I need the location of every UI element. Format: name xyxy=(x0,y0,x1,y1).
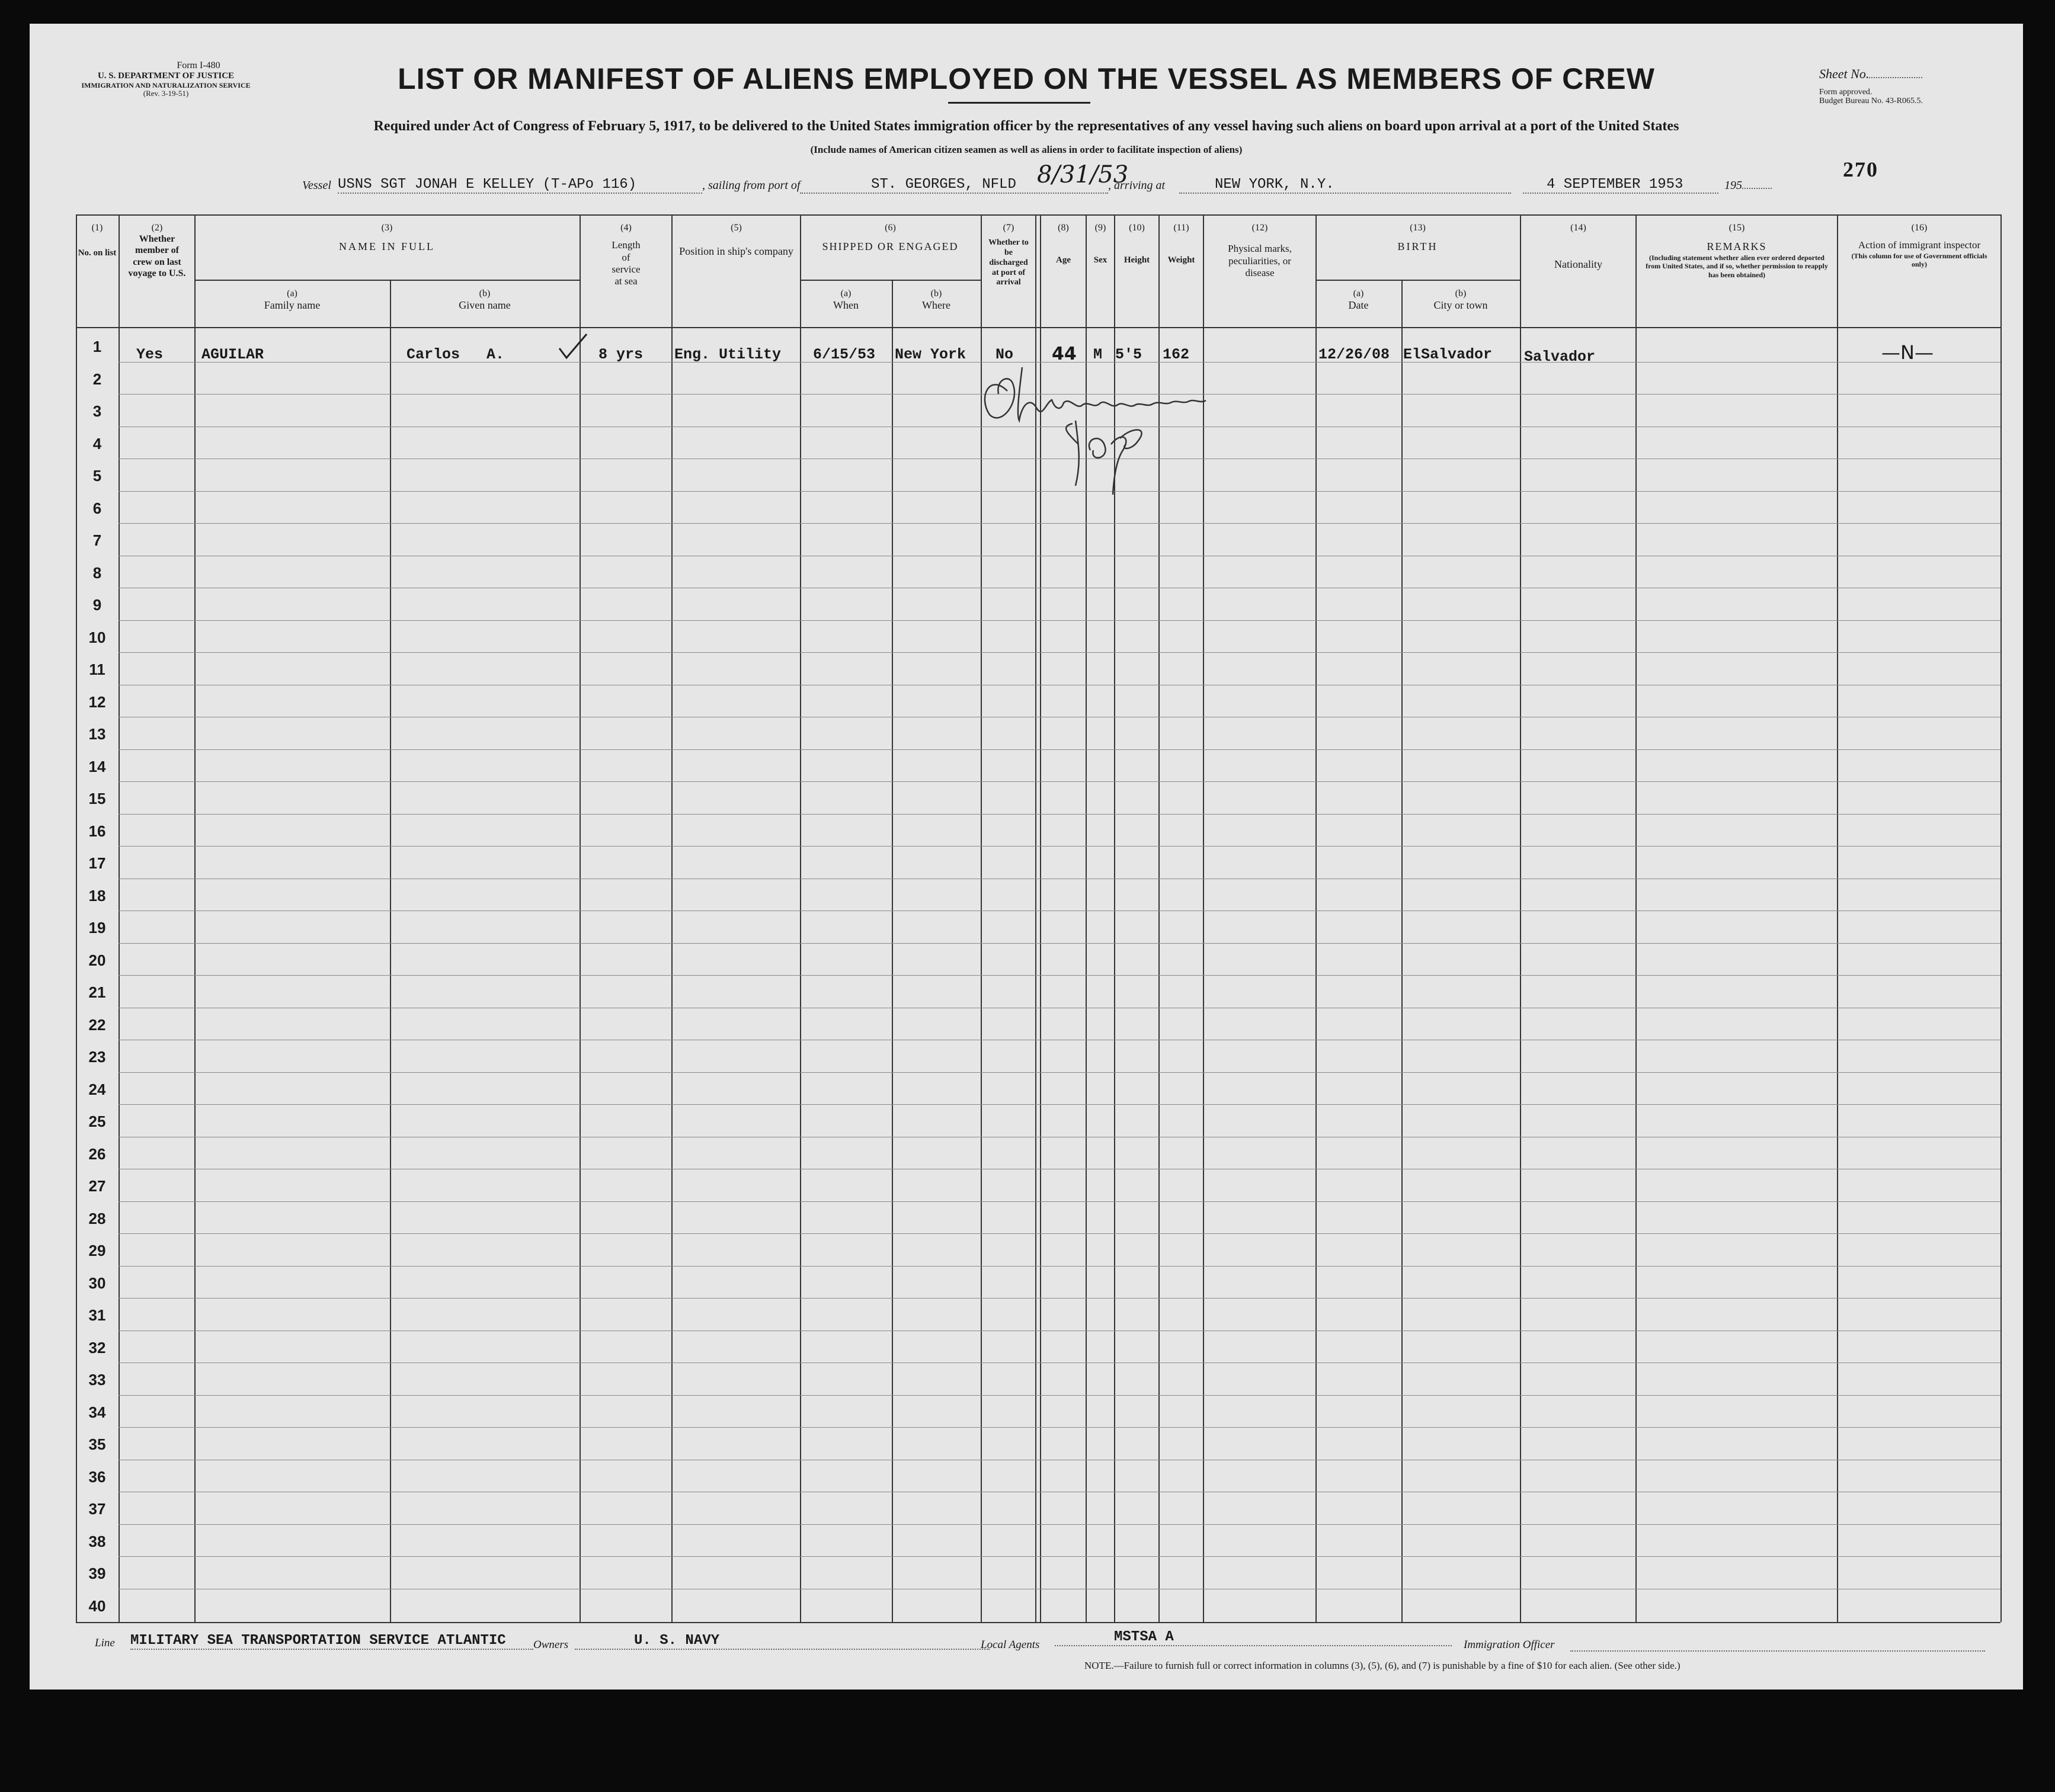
col-divider xyxy=(800,214,801,1622)
vessel-label: Vessel xyxy=(302,179,331,192)
row-number: 10 xyxy=(88,628,106,646)
row-number: 28 xyxy=(88,1209,106,1227)
subnote: (Include names of American citizen seamen as well as aliens in order to facilitate inspection of aliens) xyxy=(810,144,1243,155)
row-rule xyxy=(119,975,2000,976)
entry-weight: 162 xyxy=(1163,346,1190,363)
col-divider xyxy=(1401,280,1403,1622)
col6b-header: (b) Where xyxy=(922,288,950,312)
row-number: 31 xyxy=(88,1306,106,1324)
row-number: 4 xyxy=(92,434,102,453)
immigration-officer-line xyxy=(1570,1650,1985,1652)
row-number: 2 xyxy=(92,370,102,388)
entry-height: 5'5 xyxy=(1115,346,1142,363)
col-divider xyxy=(2000,214,2002,1622)
col-divider xyxy=(119,214,120,1622)
row-rule xyxy=(119,1524,2000,1525)
entry-nationality: Salvador xyxy=(1524,348,1596,366)
row-number: 18 xyxy=(88,886,106,905)
row-rule xyxy=(119,1298,2000,1299)
sailing-date: 8/31/53 xyxy=(1037,161,1129,188)
row-number: 3 xyxy=(92,402,102,420)
col12-header: (12) Physical marks, peculiarities, or disease xyxy=(1228,223,1292,278)
col-divider xyxy=(1837,214,1838,1622)
col10-header: (10) Height xyxy=(1123,223,1150,265)
row-number: 39 xyxy=(88,1565,106,1582)
row-rule xyxy=(119,781,2000,782)
row-number: 20 xyxy=(88,951,106,969)
sailing-port: ST. GEORGES, NFLD xyxy=(800,177,1108,194)
entry-discharged: No xyxy=(996,346,1014,363)
subtitle: Required under Act of Congress of February 5, 1917, to be delivered to the United States immigration officer by the representatives of any vessel having such aliens on board upon arrival at a port of the United States xyxy=(373,118,1679,134)
row-rule xyxy=(119,1233,2000,1234)
col3a-header: (a) Family name xyxy=(264,288,321,312)
entry-last-voyage: Yes xyxy=(136,346,164,363)
row-rule xyxy=(119,846,2000,847)
col16-header: (16) Action of immigrant inspector (This column for use of Government officials only) xyxy=(1851,223,1987,268)
row-rule xyxy=(119,1201,2000,1202)
manifest-sheet xyxy=(30,24,2023,1690)
col2-header: (2) Whether member of crew on last voyage to U.S. xyxy=(128,223,186,278)
agents-label: Local Agents xyxy=(981,1639,1040,1651)
col14-header: (14) Nationality xyxy=(1554,223,1602,271)
col-divider xyxy=(671,214,673,1622)
arrival-date: 4 SEPTEMBER 1953 xyxy=(1523,177,1718,194)
year-suffix: 195 xyxy=(1724,179,1772,193)
row-number: 32 xyxy=(88,1338,106,1357)
sailing-label: , sailing from port of xyxy=(702,179,801,192)
immigration-officer-label: Immigration Officer xyxy=(1464,1639,1555,1651)
col6-header: (6) SHIPPED OR ENGAGED xyxy=(822,223,959,253)
vessel-name: USNS SGT JONAH E KELLEY (T-APo 116) xyxy=(338,177,702,194)
row-number: 8 xyxy=(92,563,102,582)
row-number: 14 xyxy=(88,757,106,775)
row-number: 5 xyxy=(92,467,102,485)
row-number: 22 xyxy=(88,1015,106,1034)
row-rule xyxy=(119,652,2000,653)
row-rule xyxy=(119,1104,2000,1105)
row-number: 1 xyxy=(92,338,102,355)
entry-service-length: 8 yrs xyxy=(598,346,644,363)
col-divider xyxy=(892,280,893,1622)
entry-sex: M xyxy=(1093,346,1103,363)
col-divider xyxy=(390,280,391,1622)
row-rule xyxy=(119,523,2000,524)
col-divider xyxy=(194,214,196,1622)
row-rule xyxy=(119,749,2000,750)
row-number: 19 xyxy=(88,919,106,937)
title-rule xyxy=(948,102,1090,104)
col13-header: (13) BIRTH xyxy=(1397,223,1438,253)
col6a-header: (a) When xyxy=(833,288,859,312)
row-number: 40 xyxy=(88,1597,106,1615)
row-rule xyxy=(119,1072,2000,1073)
entry-shipped-when: 6/15/53 xyxy=(813,346,876,363)
inspector-signature xyxy=(972,361,1280,498)
row-rule xyxy=(119,1427,2000,1428)
row-number: 12 xyxy=(88,693,106,711)
col-divider xyxy=(1635,214,1637,1622)
col3b-header: (b) Given name xyxy=(459,288,511,312)
line-label: Line xyxy=(95,1637,115,1649)
table-bottom-border xyxy=(76,1622,2000,1623)
row-number: 24 xyxy=(88,1080,106,1098)
row-rule xyxy=(119,620,2000,621)
col9-header: (9) Sex xyxy=(1093,223,1107,265)
col8-header: (8) Age xyxy=(1056,223,1071,265)
entry-given-name: Carlos A. xyxy=(406,346,505,363)
row-number: 11 xyxy=(89,661,105,678)
shipped-subheader-line xyxy=(800,280,981,281)
row-number: 29 xyxy=(88,1242,106,1259)
arriving-port: NEW YORK, N.Y. xyxy=(1179,177,1511,194)
row-number: 25 xyxy=(88,1113,106,1130)
owners-value: U. S. NAVY xyxy=(575,1633,990,1650)
row-number: 6 xyxy=(92,499,102,517)
row-number: 38 xyxy=(88,1532,106,1550)
page-number: 270 xyxy=(1843,158,1878,181)
col-divider xyxy=(1520,214,1521,1622)
name-subheader-line xyxy=(194,280,580,281)
row-number: 23 xyxy=(88,1048,106,1066)
row-rule xyxy=(119,814,2000,815)
col7-header: (7) Whether to be discharged at port of arrival xyxy=(988,223,1029,287)
row-number: 33 xyxy=(88,1371,106,1389)
table-top-border xyxy=(76,214,2000,216)
col1-header: (1) No. on list xyxy=(78,223,117,258)
row-number: 9 xyxy=(92,596,102,614)
service-name: IMMIGRATION AND NATURALIZATION SERVICE xyxy=(81,81,251,89)
col4-header: (4) Length of service at sea xyxy=(612,223,641,287)
entry-shipped-where: New York xyxy=(895,346,966,363)
row-number: 15 xyxy=(88,790,106,807)
row-rule xyxy=(119,1395,2000,1396)
row-number: 21 xyxy=(88,983,106,1001)
entry-birth-date: 12/26/08 xyxy=(1318,346,1390,363)
col13a-header: (a) Date xyxy=(1348,288,1369,312)
checkmark-icon xyxy=(557,332,590,364)
row-number: 36 xyxy=(88,1467,106,1486)
col11-header: (11) Weight xyxy=(1167,223,1195,265)
row-rule xyxy=(119,1266,2000,1267)
form-revision: (Rev. 3-19-51) xyxy=(143,89,189,98)
row-number: 13 xyxy=(88,725,106,743)
owners-label: Owners xyxy=(533,1639,569,1651)
line-value: MILITARY SEA TRANSPORTATION SERVICE ATLANTIC xyxy=(130,1633,533,1650)
row-number: 26 xyxy=(88,1145,106,1163)
col-divider xyxy=(1315,214,1317,1622)
row-number: 17 xyxy=(88,854,106,872)
sheet-number-label: Sheet No. xyxy=(1819,66,1922,82)
row-number: 30 xyxy=(88,1274,106,1292)
row-number: 7 xyxy=(92,531,102,549)
birth-subheader-line xyxy=(1315,280,1520,281)
entry-birth-city: ElSalvador xyxy=(1403,346,1493,363)
row-number: 37 xyxy=(88,1500,106,1518)
form-approved: Form approved. Budget Bureau No. 43-R065.5. xyxy=(1819,88,1923,106)
department: U. S. DEPARTMENT OF JUSTICE xyxy=(97,71,235,81)
row-rule xyxy=(119,943,2000,944)
col3-header: (3) NAME IN FULL xyxy=(339,223,435,253)
col-divider xyxy=(580,214,581,1622)
row-number: 27 xyxy=(88,1177,106,1195)
page-title: LIST OR MANIFEST OF ALIENS EMPLOYED ON THE VESSEL AS MEMBERS OF CREW xyxy=(398,62,1655,95)
footer-note: NOTE.—Failure to furnish full or correct information in columns (3), (5), (6), and (7) is punishable by a fine of $10 for each alien. (See other side.) xyxy=(1084,1660,1681,1671)
row-number: 34 xyxy=(88,1403,106,1421)
table-header-bottom xyxy=(76,327,2000,328)
entry-inspector-action: —N— xyxy=(1881,341,1934,364)
row-rule xyxy=(119,1556,2000,1557)
entry-family-name: AGUILAR xyxy=(201,346,264,363)
form-number: Form I-480 xyxy=(177,60,220,70)
col5-header: (5) Position in ship's company xyxy=(679,223,793,258)
col15-header: (15) REMARKS (Including statement whether alien ever ordered deported from United States, and if so, whether permission to reapply has been obtained) xyxy=(1646,223,1828,279)
agents-value: MSTSA A xyxy=(1055,1629,1452,1646)
row-number: 16 xyxy=(88,822,106,840)
arriving-label: , arriving at xyxy=(1108,179,1166,192)
col13b-header: (b) City or town xyxy=(1433,288,1488,312)
row-number: 35 xyxy=(88,1435,106,1453)
entry-age: 44 xyxy=(1052,344,1077,364)
entry-position: Eng. Utility xyxy=(674,346,782,363)
